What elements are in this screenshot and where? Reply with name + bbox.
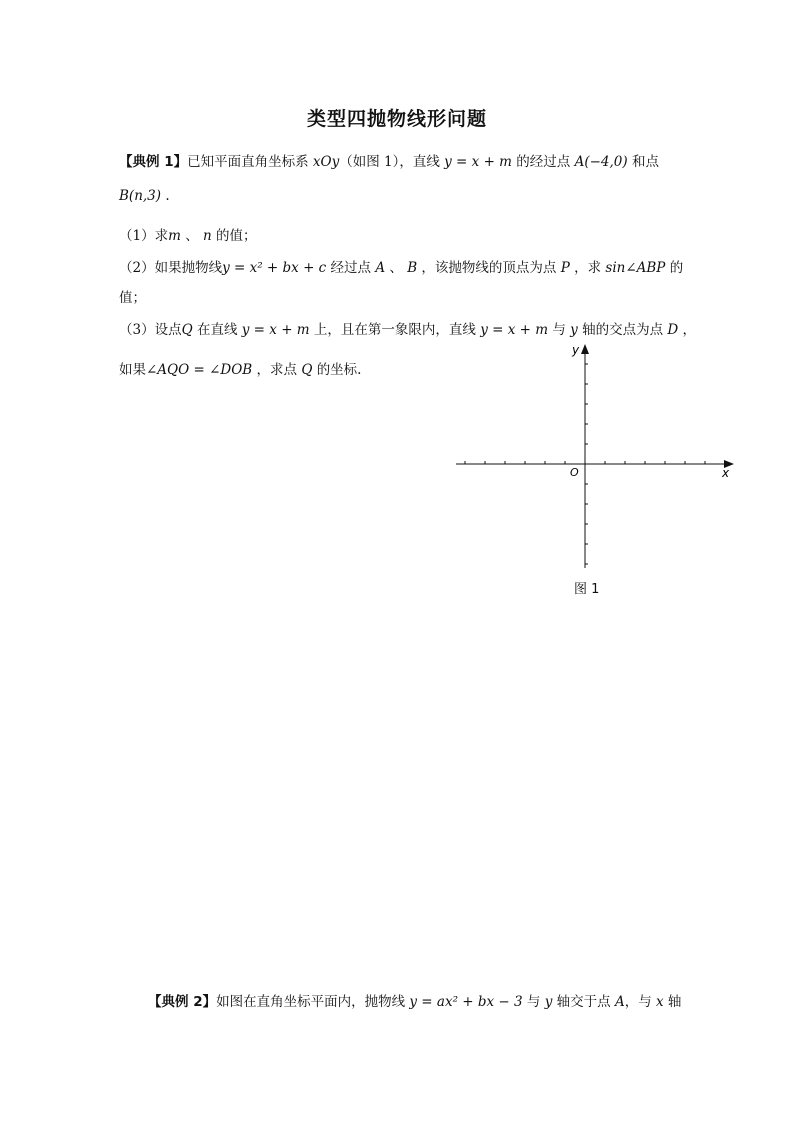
- text-seg: ，: [682, 322, 696, 338]
- math-seg: B(n,3): [119, 188, 162, 204]
- text-seg: ，求点: [256, 362, 298, 378]
- math-seg: y = x + m: [480, 322, 549, 338]
- math-seg: A: [375, 260, 386, 276]
- example1-question-3-cont: [119, 358, 361, 378]
- text-seg: 的值；: [216, 228, 257, 244]
- math-seg: y = x² + bx + c: [222, 260, 327, 276]
- text-seg: （3）设点: [119, 322, 182, 338]
- math-seg: sin∠ABP: [605, 260, 666, 276]
- text-seg: 与: [552, 322, 566, 338]
- y-axis-arrow-icon: [581, 344, 589, 354]
- math-seg: y = x + m: [444, 154, 512, 170]
- text-seg: 轴的交点为点: [582, 322, 664, 338]
- text-seg: 、: [185, 228, 199, 244]
- text-seg: （2）如果抛物线: [119, 260, 223, 276]
- example1-question-2-cont: [119, 286, 146, 306]
- x-axis-label: x: [722, 466, 730, 480]
- coordinate-figure: [450, 340, 750, 575]
- math-seg: Q: [181, 322, 193, 338]
- text-seg: ，与: [624, 994, 652, 1010]
- math-seg: P: [560, 260, 570, 276]
- example1-label: 【典例 1】: [119, 154, 188, 170]
- example1-question-1: [119, 224, 257, 244]
- math-seg: D: [667, 322, 679, 338]
- example2-label: 【典例 2】: [148, 994, 217, 1010]
- example1-question-2: [119, 256, 683, 276]
- math-seg: n: [203, 228, 212, 244]
- example1-line2: [119, 188, 170, 204]
- example1-question-3: [119, 318, 696, 338]
- figure-caption: 图 1: [574, 582, 600, 597]
- math-seg: B: [407, 260, 418, 276]
- math-seg: y = ax² + bx − 3: [409, 994, 523, 1010]
- math-seg: A: [614, 994, 625, 1010]
- text-seg: （1）求: [119, 228, 169, 244]
- math-seg: Q: [301, 362, 313, 378]
- text-seg: 如果: [119, 362, 146, 378]
- text-seg: 上，且在第一象限内，直线: [313, 322, 476, 338]
- axes: [456, 344, 734, 568]
- text-seg: 的: [669, 260, 684, 276]
- text-seg: 和点: [631, 154, 659, 170]
- text-seg: 经过点: [330, 260, 372, 276]
- math-seg: y: [570, 322, 578, 338]
- text-seg: 的经过点: [516, 154, 571, 170]
- text-seg: 与: [526, 994, 541, 1010]
- math-seg: m: [168, 228, 181, 244]
- text-seg: 在直线: [196, 322, 238, 338]
- text-seg: .: [165, 188, 170, 204]
- text-seg: 、: [389, 260, 403, 276]
- math-seg: ∠AQO = ∠DOB: [146, 362, 253, 378]
- example2-line1: [148, 990, 681, 1010]
- text-seg: （如图 1），直线: [339, 154, 440, 170]
- text-seg: 的坐标.: [316, 362, 362, 378]
- math-seg: y = x + m: [241, 322, 310, 338]
- text-seg: 如图在直角坐标平面内，抛物线: [216, 994, 406, 1010]
- text-seg: ，该抛物线的顶点为点: [421, 260, 557, 276]
- page-title: 类型四抛物线形问题: [306, 108, 487, 130]
- math-seg: A(−4,0): [574, 154, 628, 170]
- origin-label: O: [570, 466, 579, 479]
- text-seg: 轴: [667, 994, 682, 1010]
- text-seg: 已知平面直角坐标系: [187, 154, 309, 170]
- math-seg: xOy: [312, 154, 340, 170]
- math-seg: x: [656, 994, 664, 1010]
- math-seg: y: [544, 994, 553, 1010]
- text-seg: 值；: [119, 290, 146, 306]
- text-seg: ，求: [574, 260, 602, 276]
- example1-line1: [119, 150, 659, 170]
- y-axis-label: y: [572, 343, 580, 357]
- text-seg: 轴交于点: [556, 994, 611, 1010]
